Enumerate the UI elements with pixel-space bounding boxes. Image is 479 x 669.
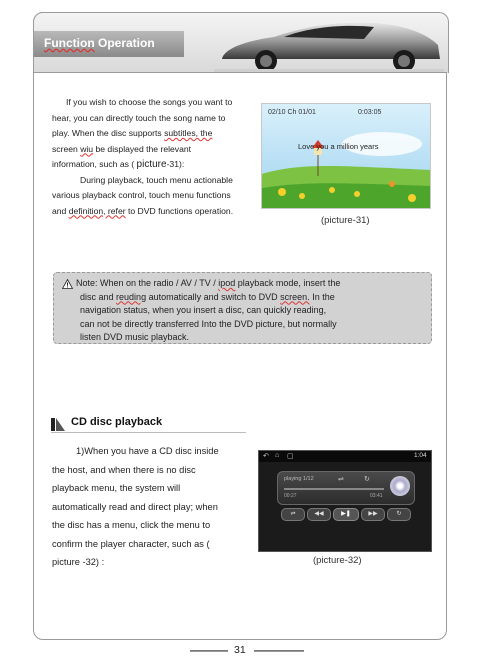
note-box	[53, 272, 432, 344]
meadow-illustration	[262, 104, 430, 208]
text-line: -31):	[166, 159, 185, 169]
section1-text	[52, 95, 252, 219]
header-banner	[33, 12, 449, 73]
recent-apps-icon: ▢	[287, 453, 294, 460]
text-line: be displayed the relevant	[95, 143, 192, 154]
note-text	[76, 277, 426, 345]
text-line: If you wish to choose the songs you want to	[66, 97, 233, 107]
disc-icon	[390, 476, 410, 496]
warning-icon	[62, 279, 73, 289]
text-line: 1)When you have a CD disc inside	[76, 446, 219, 456]
footer-rule-left	[190, 650, 228, 652]
text-line: the disc has a menu, click the menu to	[52, 520, 211, 530]
header-title-bar	[34, 31, 184, 57]
repeat-icon: ↻	[364, 476, 370, 483]
text-line: the host, and when there is no disc	[52, 464, 196, 475]
text-line: subtitles, the	[164, 128, 213, 138]
picture-32-screenshot	[258, 450, 432, 552]
home-icon: ⌂	[275, 452, 280, 459]
cd-section-text	[52, 442, 252, 572]
footer-rule-right	[254, 650, 304, 652]
previous-button[interactable]: ◀◀	[307, 508, 331, 521]
text-line: picture -32) :	[52, 557, 105, 567]
note-line: In the	[312, 291, 335, 302]
text-line: confirm the player character, such as (	[52, 538, 210, 549]
title-word-2: Operation	[98, 36, 155, 50]
progress-bar[interactable]	[284, 488, 384, 490]
page-footer	[190, 643, 310, 657]
heading-marker-icon	[51, 418, 65, 431]
next-button[interactable]: ▶▶	[361, 508, 385, 521]
repeat-button[interactable]: ↻	[387, 508, 411, 521]
note-line: reuding	[116, 291, 147, 302]
page-title	[44, 36, 155, 50]
text-line: wiu	[80, 143, 94, 154]
player-panel	[277, 471, 415, 505]
text-line: play. When the disc supports	[52, 128, 162, 138]
note-line: disc and	[80, 291, 114, 302]
note-line: Note: When on the radio / AV / TV /	[76, 278, 216, 288]
text-line: hear, you can directly touch the song name to	[52, 112, 226, 123]
clock: 1:04	[414, 452, 427, 459]
track-info: playing 1/12	[284, 476, 314, 482]
text-line: automatically read and direct play; when	[52, 501, 218, 512]
shuffle-icon: ⇌	[338, 476, 344, 483]
subtitle-text: Love you a million years	[298, 142, 379, 151]
text-line: definition, refer	[68, 205, 126, 216]
note-line: screen.	[280, 291, 310, 302]
header-divider	[33, 72, 447, 73]
cd-section-heading	[51, 416, 246, 433]
text-line: During playback, touch menu actionable	[80, 174, 233, 185]
shuffle-button[interactable]: ⇌	[281, 508, 305, 521]
video-chapter-info: 02/10 Ch 01/01	[268, 109, 316, 116]
status-bar	[259, 451, 431, 462]
title-word-1: Function	[44, 36, 95, 50]
elapsed-time: 00:27	[284, 493, 297, 499]
note-line: playback mode, insert the	[237, 278, 341, 288]
picture-32-caption: (picture-32)	[313, 555, 362, 566]
text-line: information, such as (	[52, 159, 135, 169]
back-icon: ↶	[263, 453, 269, 460]
play-pause-button[interactable]: ▶❚	[333, 508, 359, 521]
text-line: playback menu, the system will	[52, 483, 181, 493]
cd-heading-text: CD disc playback	[71, 416, 163, 428]
text-line: screen	[52, 143, 78, 154]
page-number: 31	[234, 644, 246, 656]
picture-31-screenshot	[261, 103, 431, 209]
note-line: navigation status, when you insert a disc, can quickly reading,	[80, 305, 327, 315]
note-line: listen DVD music playback.	[80, 332, 190, 342]
note-line: ipod	[218, 278, 236, 288]
text-line: picture	[136, 159, 167, 170]
note-line: can not be directly transferred Into the DVD picture, but normally	[80, 318, 337, 329]
playback-controls	[281, 508, 409, 519]
text-line: to DVD functions operation.	[127, 205, 234, 216]
note-line: automatically and switch to DVD	[148, 291, 278, 302]
text-line: various playback control, touch menu functions	[52, 190, 231, 200]
video-elapsed-time: 0:03:05	[358, 109, 382, 116]
text-line: and	[52, 205, 67, 216]
picture-31-caption: (picture-31)	[321, 215, 370, 226]
sports-car-image	[214, 15, 444, 73]
total-time: 03:41	[370, 493, 383, 499]
